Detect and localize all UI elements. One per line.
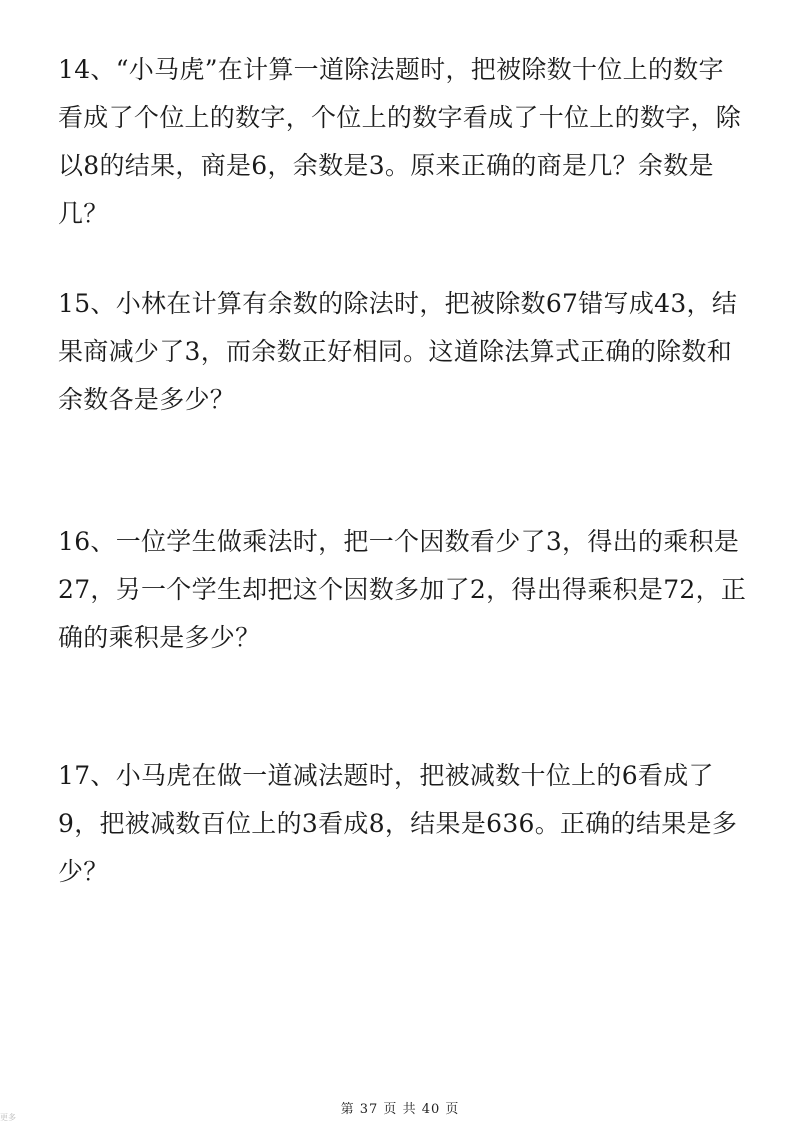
corner-watermark: 更多 xyxy=(0,1113,16,1122)
problem-15-text: 15、小林在计算有余数的除法时，把被除数67错写成43，结果商减少了3，而余数正好相同。这道除法算式正确的除数和余数各是多少？ xyxy=(58,289,738,414)
problem-14-text: 14、“小马虎”在计算一道除法题时，把被除数十位上的数字看成了个位上的数字，个位上的数字看成了十位上的数字，除以8的结果，商是6，余数是3。原来正确的商是几？余数是几？ xyxy=(58,55,742,228)
problem-16-text: 16、一位学生做乘法时，把一个因数看少了3，得出的乘积是27，另一个学生却把这个因数多加了2，得出得乘积是72，正确的乘积是多少？ xyxy=(58,527,747,652)
problem-17-text: 17、小马虎在做一道减法题时，把被减数十位上的6看成了9，把被减数百位上的3看成8，结果是636。正确的结果是多少？ xyxy=(58,761,738,886)
page-number-footer: 第 37 页 共 40 页 xyxy=(340,1102,460,1117)
